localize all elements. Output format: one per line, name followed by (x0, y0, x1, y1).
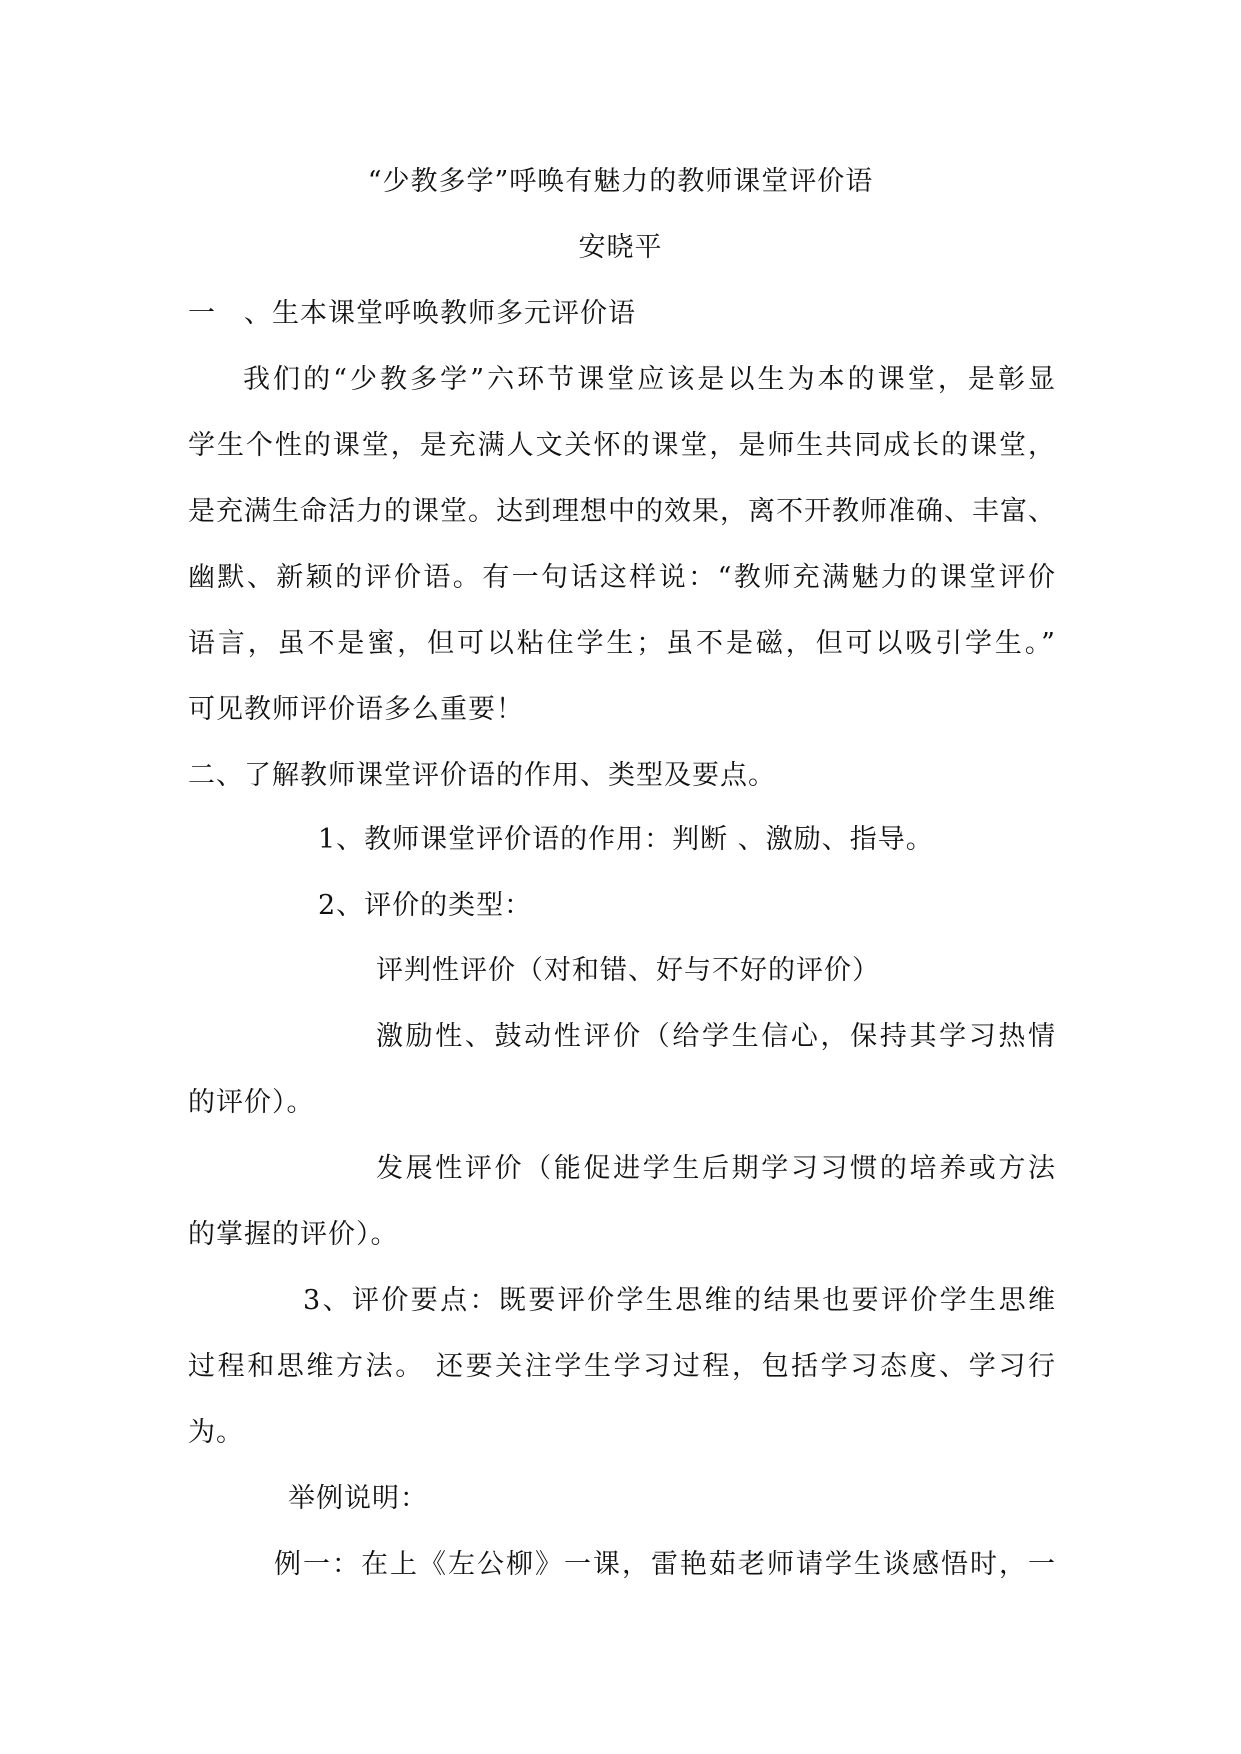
paragraph-line: 是充满生命活力的课堂。达到理想中的效果，离不开教师准确、丰富、 (188, 496, 1056, 527)
list-item: 3、评价要点：既要评价学生思维的结果也要评价学生思维 (303, 1285, 1056, 1316)
list-item: 1、教师课堂评价语的作用：判断 、激励、指导。 (318, 824, 934, 855)
list-subitem-continued: 的掌握的评价）。 (188, 1219, 399, 1250)
list-subitem: 发展性评价（能促进学生后期学习习惯的培养或方法 (376, 1153, 1056, 1184)
document-author: 安晓平 (578, 232, 663, 263)
section-heading-2: 二、了解教师课堂评价语的作用、类型及要点。 (188, 760, 776, 791)
paragraph-line: 学生个性的课堂，是充满人文关怀的课堂，是师生共同成长的课堂， (188, 430, 1056, 461)
list-subitem-continued: 的评价）。 (188, 1087, 315, 1118)
section-heading-1: 一 、生本课堂呼唤教师多元评价语 (188, 298, 636, 329)
paragraph-line: 幽默、新颖的评价语。有一句话这样说：“教师充满魅力的课堂评价 (188, 562, 1056, 593)
list-item-continued: 过程和思维方法。 还要关注学生学习过程，包括学习态度、学习行 (188, 1351, 1056, 1382)
paragraph-line: 我们的“少教多学”六环节课堂应该是以生为本的课堂，是彰显 (243, 364, 1056, 395)
paragraph-line: 语言，虽不是蜜，但可以粘住学生；虽不是磁，但可以吸引学生。” (188, 628, 1056, 659)
list-item: 2、评价的类型： (318, 890, 533, 921)
list-subitem: 评判性评价（对和错、好与不好的评价） (376, 955, 880, 986)
paragraph-line: 可见教师评价语多么重要！ (188, 694, 524, 725)
example-line: 例一：在上《左公柳》一课，雷艳茹老师请学生谈感悟时，一 (274, 1549, 1056, 1580)
list-subitem: 激励性、鼓动性评价（给学生信心，保持其学习热情 (376, 1021, 1056, 1052)
list-item-continued: 为。 (188, 1417, 244, 1448)
example-heading: 举例说明： (288, 1483, 428, 1514)
document-title: “少教多学”呼唤有魅力的教师课堂评价语 (367, 166, 874, 197)
